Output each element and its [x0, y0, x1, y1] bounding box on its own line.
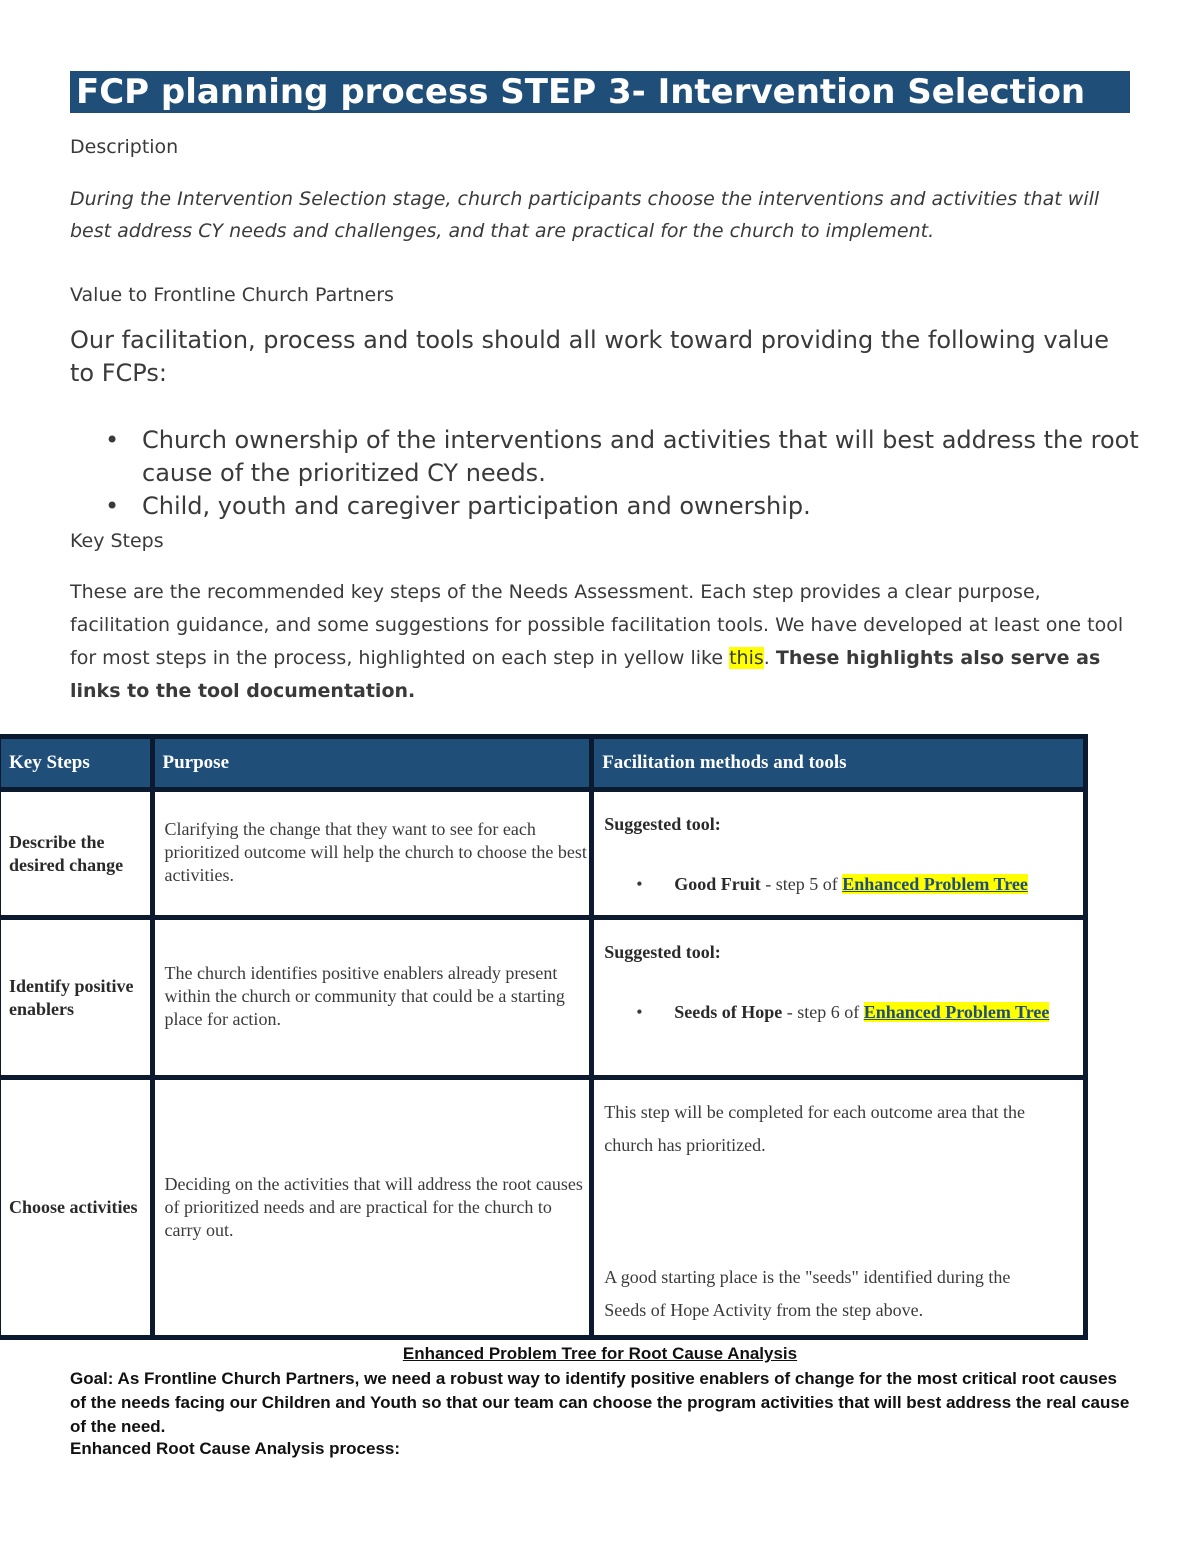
bullet-icon: •: [105, 426, 120, 454]
page-title: FCP planning process STEP 3- Intervention Selection: [70, 71, 1130, 113]
key-steps-bold-text: These highlights also serve as links to the tool documentation.: [70, 647, 1101, 702]
purpose-cell: [152, 790, 592, 918]
step-cell: [0, 790, 152, 918]
purpose-cell: [152, 1078, 592, 1338]
tools-cell: [592, 1078, 1086, 1338]
tool-name: Seeds of Hope: [674, 1002, 783, 1022]
table-row: [0, 918, 1086, 1078]
table-row: [0, 790, 1086, 918]
tool-step-text: - step 5 of: [760, 874, 843, 894]
seeds-note: A good starting place is the "seeds" identified during the Seeds of Hope Activity from the step above.: [604, 1267, 1011, 1320]
enhanced-problem-tree-link[interactable]: Enhanced Problem Tree: [842, 874, 1028, 894]
enhanced-problem-tree-link[interactable]: Enhanced Problem Tree: [863, 1002, 1050, 1022]
key-steps-text: [70, 576, 1130, 708]
highlight-example-link[interactable]: this: [729, 647, 764, 669]
value-bullet-text: Church ownership of the interventions and activities that will best address the root cause of the prioritized CY needs.: [142, 426, 1139, 487]
step-name: Identify positive enablers: [9, 975, 134, 1019]
table-header-row: [0, 737, 1086, 790]
column-header-key-steps: Key Steps: [0, 737, 152, 790]
value-text: Our facilitation, process and tools should all work toward providing the following value to FCPs:: [70, 326, 1109, 387]
tools-cell: [592, 790, 1086, 918]
process-heading: Enhanced Root Cause Analysis process:: [70, 1439, 401, 1458]
value-bullet-list: [70, 424, 1140, 523]
value-bullet: [70, 424, 1140, 490]
purpose-text: Clarifying the change that they want to see for each prioritized outcome will help the church to choose the best activities.: [164, 819, 587, 885]
tool-name: Good Fruit: [674, 874, 761, 894]
table-row: [0, 1078, 1086, 1338]
step-cell: [0, 918, 152, 1078]
column-header-facilitation: Facilitation methods and tools: [592, 737, 1086, 790]
value-bullet: [70, 490, 1140, 523]
suggested-tool-label: Suggested tool:: [604, 814, 721, 834]
purpose-text: Deciding on the activities that will address the root causes of prioritized needs and are practical for the church to carry out.: [164, 1174, 583, 1240]
purpose-cell: [152, 918, 592, 1078]
key-steps-heading: Key Steps: [70, 530, 164, 552]
tool-item: [604, 995, 1083, 1029]
key-steps-text-a: These are the recommended key steps of the Needs Assessment. Each step provides a clear purpose, facilitation guidance, and some suggestions for possible facilitation tools. We have developed at least one tool for most steps in the process, highlighted on each step in yellow like: [70, 581, 1124, 669]
purpose-text: The church identifies positive enablers already present within the church or community that could be a starting place for action.: [164, 963, 565, 1029]
value-bullet-text: Child, youth and caregiver participation and ownership.: [142, 492, 811, 520]
step-name: Describe the desired change: [9, 831, 124, 875]
suggested-tool-label: Suggested tool:: [604, 942, 721, 962]
goal-text: Goal: As Frontline Church Partners, we need a robust way to identify positive enablers of change for the most critical root causes of the needs facing our Children and Youth so that our team can choose the program activities that will best address the real cause of the need.: [70, 1369, 1130, 1436]
bullet-icon: •: [636, 874, 643, 894]
bullet-icon: •: [105, 492, 120, 520]
outcome-note: This step will be completed for each outcome area that the church has prioritized.: [604, 1102, 1026, 1155]
step-cell: [0, 1078, 152, 1338]
value-heading: Value to Frontline Church Partners: [70, 284, 394, 306]
tool-step-text: - step 6 of: [782, 1002, 864, 1022]
description-text: During the Intervention Selection stage, church participants choose the interventions and activities that will best address CY needs and challenges, and that are practical for the church to implement.: [70, 188, 1100, 242]
column-header-purpose: Purpose: [152, 737, 592, 790]
description-heading: Description: [70, 136, 179, 158]
key-steps-table: [0, 734, 1088, 1340]
tools-cell: [592, 918, 1086, 1078]
tool-item: [604, 867, 1083, 901]
bullet-icon: •: [636, 1002, 643, 1022]
step-name: Choose activities: [9, 1197, 138, 1217]
key-steps-text-b: .: [763, 647, 776, 669]
enhanced-problem-tree-title: Enhanced Problem Tree for Root Cause Analysis: [402, 1344, 798, 1363]
